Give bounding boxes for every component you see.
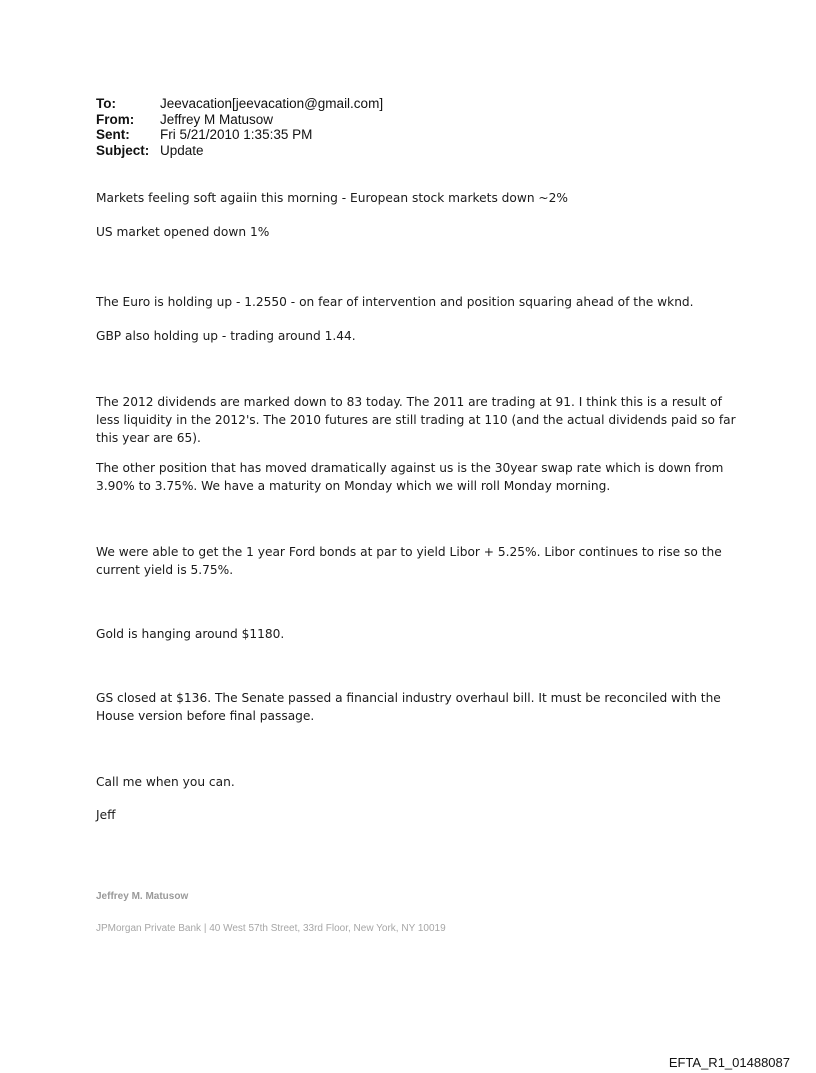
sent-label: Sent: (96, 127, 130, 142)
email-body (96, 189, 736, 824)
body-paragraph: The Euro is holding up - 1.2550 - on fear of intervention and position squaring ahead of the wknd. (96, 295, 694, 309)
document-id: EFTA_R1_01488087 (668, 1055, 790, 1070)
body-paragraph: We were able to get the 1 year Ford bonds at par to yield Libor + 5.25%. Libor continues to rise so the current yield is 5.75%. (96, 545, 722, 577)
signature-name: Jeffrey M. Matusow (96, 891, 189, 902)
body-paragraph: Gold is hanging around $1180. (96, 627, 285, 641)
to-value: Jeevacation[jeevacation@gmail.com] (160, 96, 384, 111)
body-paragraph: GBP also holding up - trading around 1.44. (96, 329, 356, 343)
to-row (96, 96, 383, 112)
subject-label: Subject: (96, 142, 150, 158)
from-value: Jeffrey M Matusow (160, 111, 274, 127)
body-paragraph: US market opened down 1% (96, 225, 270, 239)
sent-row (96, 127, 383, 143)
body-paragraph: The 2012 dividends are marked down to 83 today. The 2011 are trading at 91. I think this is a result of less liquidity in the 2012's. The 2010 futures are still trading at 110 (and the actual dividends paid so far this year are 65). (96, 395, 736, 445)
body-paragraph: Markets feeling soft agaiin this morning - European stock markets down ~2% (96, 191, 568, 205)
body-paragraph: Jeff (96, 808, 116, 822)
sent-value: Fri 5/21/2010 1:35:35 PM (160, 127, 313, 142)
body-paragraph: GS closed at $136. The Senate passed a financial industry overhaul bill. It must be reconciled with the House version before final passage. (96, 691, 721, 723)
body-paragraph: The other position that has moved dramatically against us is the 30year swap rate which is down from 3.90% to 3.75%. We have a maturity on Monday which we will roll Monday morning. (96, 461, 724, 493)
email-header (96, 96, 383, 158)
subject-row (96, 143, 383, 159)
to-label: To: (96, 96, 116, 111)
from-label: From: (96, 111, 135, 127)
signature-address: JPMorgan Private Bank | 40 West 57th Street, 33rd Floor, New York, NY 10019 (96, 923, 446, 934)
from-row (96, 112, 383, 128)
body-paragraph: Call me when you can. (96, 775, 235, 789)
subject-value: Update (160, 142, 204, 158)
